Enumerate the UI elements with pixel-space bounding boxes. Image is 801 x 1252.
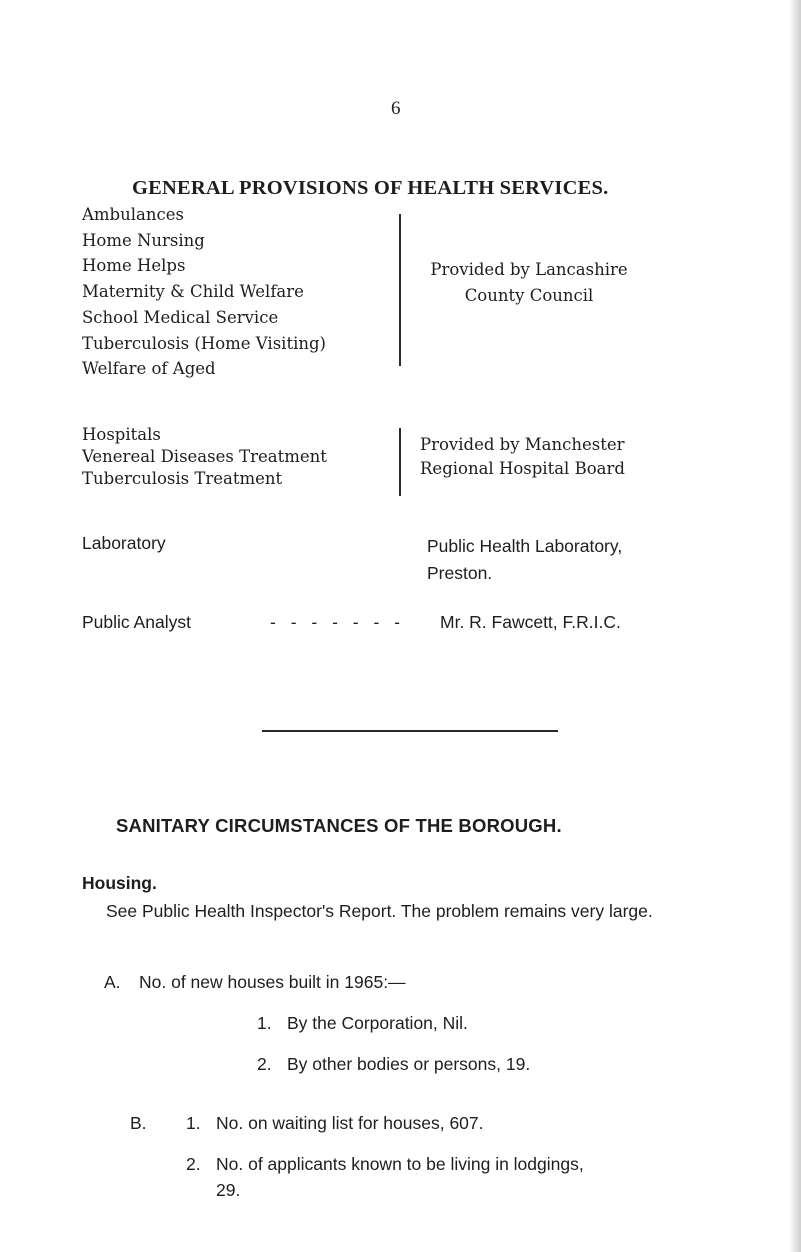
laboratory-value-line: Preston. <box>427 563 493 583</box>
section-divider <box>262 730 558 732</box>
service-item: Maternity & Child Welfare <box>82 282 304 302</box>
housing-paragraph <box>82 898 722 924</box>
section-b-item-text: No. of applicants known to be living in lodgings, <box>216 1154 584 1174</box>
section-b-item-number: 1. <box>186 1113 201 1133</box>
section-b-item-text-continued: 29. <box>216 1180 241 1200</box>
sanitary-title: SANITARY CIRCUMSTANCES OF THE BOROUGH. <box>116 815 562 836</box>
public-analyst-value: Mr. R. Fawcett, F.R.I.C. <box>440 612 621 632</box>
service-item: Tuberculosis Treatment <box>82 469 283 488</box>
service-item: Home Helps <box>82 256 186 276</box>
section-b-item-text: No. on waiting list for houses, 607. <box>216 1113 484 1133</box>
hospital-provider <box>420 433 664 481</box>
county-services-list <box>82 202 326 382</box>
service-item: Ambulances <box>82 205 184 224</box>
housing-text: See Public Health Inspector's Report. The problem remains very large. <box>106 901 653 921</box>
hospital-provider-line: Provided by Manchester <box>420 435 625 454</box>
section-a-letter: A. <box>104 972 121 992</box>
section-b-letter: B. <box>130 1113 147 1133</box>
county-provider <box>404 257 654 308</box>
hospital-brace <box>399 428 401 496</box>
general-provisions-title: GENERAL PROVISIONS OF HEALTH SERVICES. <box>132 177 609 199</box>
county-provider-line: County Council <box>464 285 594 305</box>
service-item: Venereal Diseases Treatment <box>82 447 327 466</box>
section-a-text: No. of new houses built in 1965:— <box>139 972 406 992</box>
laboratory-value <box>427 533 622 587</box>
section-a-item-text: By the Corporation, Nil. <box>287 1013 468 1033</box>
service-item: School Medical Service <box>82 307 279 327</box>
service-item: Hospitals <box>82 425 161 444</box>
service-item: Home Nursing <box>82 230 205 250</box>
laboratory-label: Laboratory <box>82 533 166 553</box>
hospital-provider-line: Regional Hospital Board <box>420 459 625 478</box>
service-item: Tuberculosis (Home Visiting) <box>82 333 326 353</box>
page-number: 6 <box>391 98 401 119</box>
service-item: Welfare of Aged <box>82 359 216 379</box>
section-a-item-number: 2. <box>257 1054 272 1074</box>
hospital-services-list <box>82 424 327 490</box>
section-a-item-number: 1. <box>257 1013 272 1033</box>
county-provider-line: Provided by Lancashire <box>430 260 628 279</box>
section-b-item-number: 2. <box>186 1154 201 1174</box>
page-edge-shadow <box>789 0 801 1252</box>
housing-heading: Housing. <box>82 873 157 893</box>
leader-dashes: - - - - - - - <box>270 612 405 632</box>
public-analyst-label: Public Analyst <box>82 612 191 632</box>
laboratory-value-line: Public Health Laboratory, <box>427 536 623 556</box>
county-brace <box>399 214 401 366</box>
section-a-item-text: By other bodies or persons, 19. <box>287 1054 531 1074</box>
